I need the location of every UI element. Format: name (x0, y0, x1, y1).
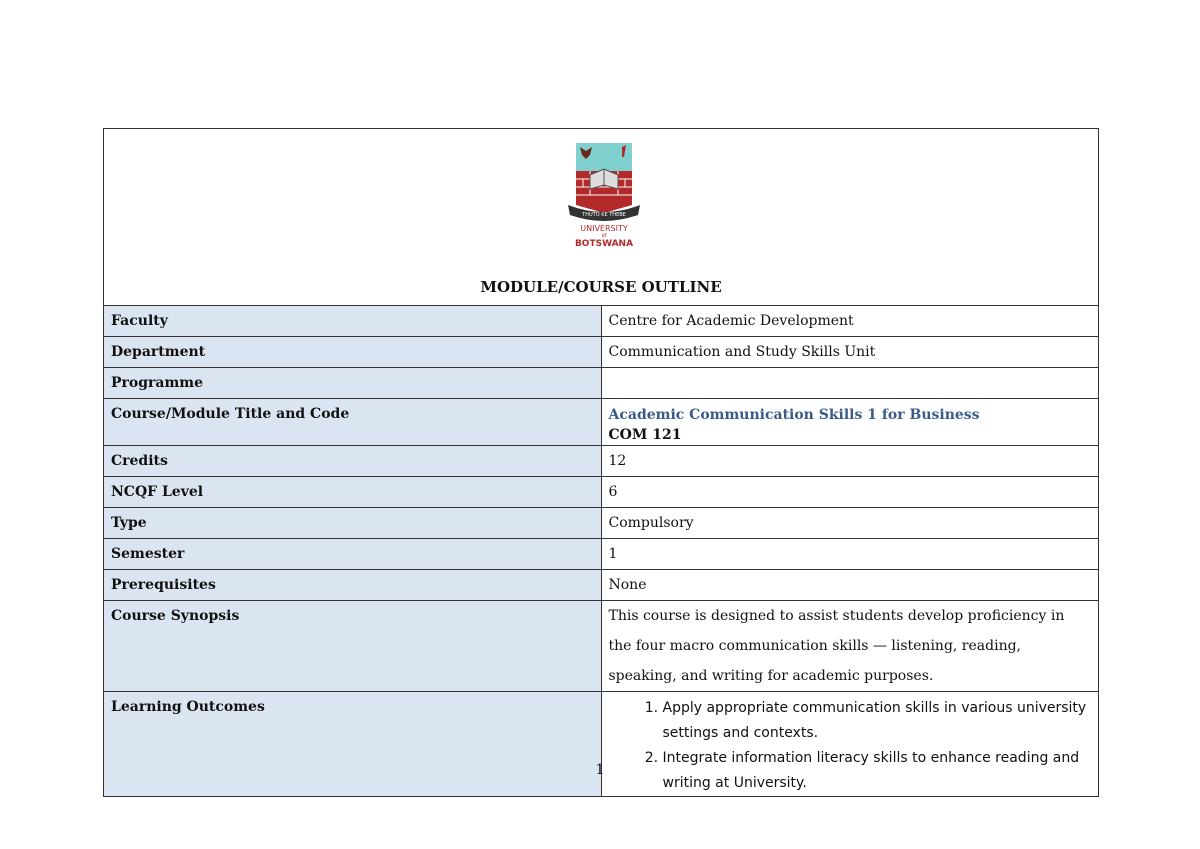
row-value (601, 368, 1099, 399)
row-value (601, 692, 1099, 797)
table-row-semester (104, 539, 1099, 570)
list-item: 1. Apply appropriate communication skills in various university settings and contexts. (663, 696, 1092, 746)
row-label: NCQF Level (104, 477, 602, 508)
row-value: 1 (601, 539, 1099, 570)
page-title: MODULE/COURSE OUTLINE (480, 278, 722, 296)
row-value: 12 (601, 446, 1099, 477)
table-row-faculty (104, 306, 1099, 337)
table-row-department (104, 337, 1099, 368)
logo-line1: UNIVERSITY (580, 224, 628, 233)
table-row-type (104, 508, 1099, 539)
table-row-programme (104, 368, 1099, 399)
university-logo (564, 139, 644, 249)
row-value (601, 399, 1099, 446)
row-label: Learning Outcomes (104, 692, 602, 797)
page-number: 1 (595, 762, 605, 778)
list-item: 2. Integrate information literacy skills to enhance reading and writing at University. (663, 746, 1092, 796)
row-label: Faculty (104, 306, 602, 337)
table-row-synopsis (104, 601, 1099, 692)
row-label: Prerequisites (104, 570, 602, 601)
row-value: This course is designed to assist students develop proficiency in the four macro communication skills — listening, reading, speaking, and writing for academic purposes. (601, 601, 1099, 692)
row-label: Department (104, 337, 602, 368)
course-title: Academic Communication Skills 1 for Business (608, 407, 980, 423)
row-label: Semester (104, 539, 602, 570)
table-row-ncqf (104, 477, 1099, 508)
row-label: Credits (104, 446, 602, 477)
header-cell (104, 129, 1099, 306)
motto-text: THUTO KE THEBE (582, 212, 626, 218)
header-row (104, 129, 1099, 306)
row-label: Course Synopsis (104, 601, 602, 692)
table-row-title (104, 399, 1099, 446)
logo-line3: BOTSWANA (574, 239, 634, 249)
logo-line2: of (601, 233, 607, 239)
course-code: COM 121 (608, 427, 682, 443)
row-label: Course/Module Title and Code (104, 399, 602, 446)
row-value: Centre for Academic Development (601, 306, 1099, 337)
row-label: Type (104, 508, 602, 539)
table-row-outcomes (104, 692, 1099, 797)
row-label: Programme (104, 368, 602, 399)
course-outline-table (103, 128, 1099, 797)
row-value: None (601, 570, 1099, 601)
table-row-credits (104, 446, 1099, 477)
row-value: 6 (601, 477, 1099, 508)
row-value: Communication and Study Skills Unit (601, 337, 1099, 368)
row-value: Compulsory (601, 508, 1099, 539)
table-row-prerequisites (104, 570, 1099, 601)
outcomes-list (609, 696, 1092, 796)
